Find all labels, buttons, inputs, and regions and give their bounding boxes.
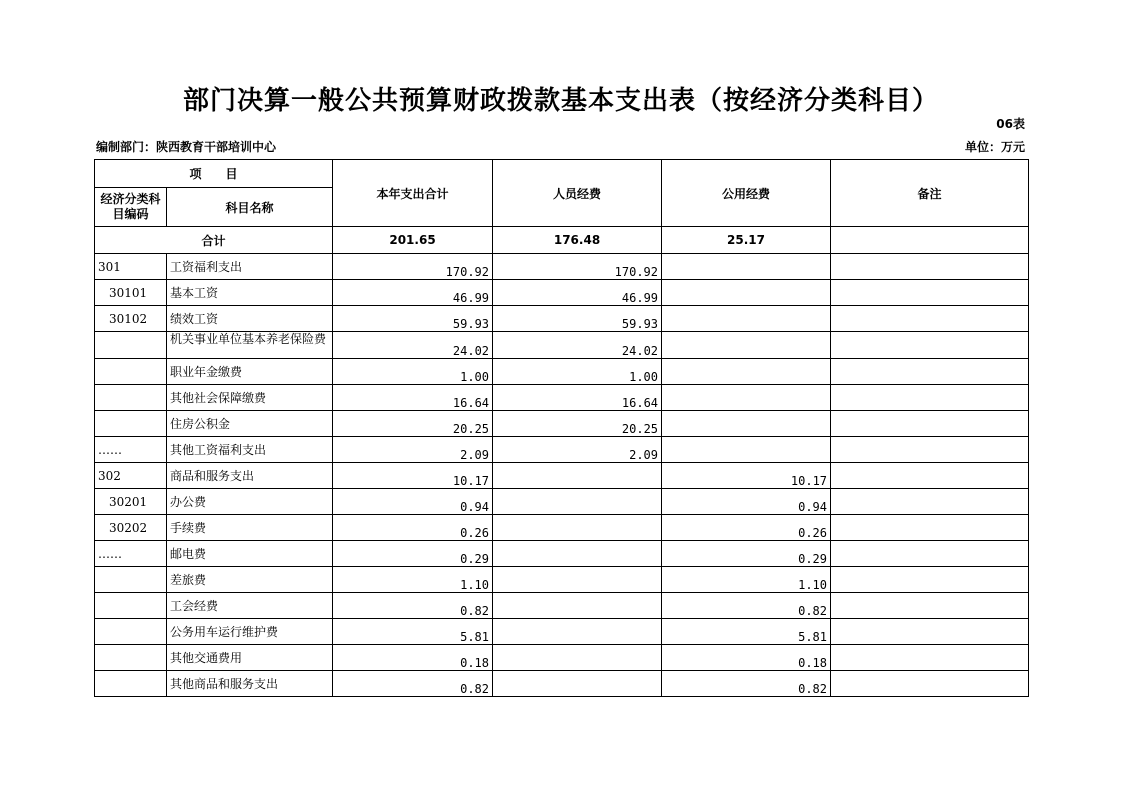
row-code-cell: 30202 — [95, 515, 167, 541]
row-public-cell: 0.82 — [662, 593, 831, 619]
row-remark-cell — [831, 645, 1029, 671]
row-public-cell: 1.10 — [662, 567, 831, 593]
table-row — [95, 645, 1029, 671]
row-code-cell: 30102 — [95, 306, 167, 332]
row-code-cell: 302 — [95, 463, 167, 489]
row-personnel-cell: 2.09 — [493, 437, 662, 463]
row-public-cell: 0.29 — [662, 541, 831, 567]
row-remark-cell — [831, 332, 1029, 359]
row-public-cell — [662, 254, 831, 280]
header-row-1 — [95, 160, 1029, 188]
row-name-cell: 职业年金缴费 — [167, 359, 333, 385]
row-name-cell: 差旅费 — [167, 567, 333, 593]
row-remark-cell — [831, 306, 1029, 332]
row-public-cell — [662, 385, 831, 411]
header-personnel: 人员经费 — [493, 160, 662, 227]
table-row — [95, 619, 1029, 645]
row-public-cell — [662, 332, 831, 359]
row-personnel-cell: 46.99 — [493, 280, 662, 306]
header-public: 公用经费 — [662, 160, 831, 227]
row-name-cell: 绩效工资 — [167, 306, 333, 332]
row-remark-cell — [831, 463, 1029, 489]
row-total-cell: 0.29 — [333, 541, 493, 567]
row-personnel-cell: 20.25 — [493, 411, 662, 437]
row-remark-cell — [831, 619, 1029, 645]
row-personnel-cell: 170.92 — [493, 254, 662, 280]
row-personnel-cell — [493, 619, 662, 645]
table-row — [95, 359, 1029, 385]
total-public: 25.17 — [662, 227, 831, 254]
row-remark-cell — [831, 385, 1029, 411]
table-row — [95, 280, 1029, 306]
table-row — [95, 254, 1029, 280]
row-name-cell: 其他工资福利支出 — [167, 437, 333, 463]
row-remark-cell — [831, 515, 1029, 541]
total-remark — [831, 227, 1029, 254]
row-name-cell: 机关事业单位基本养老保险费 — [167, 332, 333, 359]
row-code-cell — [95, 645, 167, 671]
row-personnel-cell: 59.93 — [493, 306, 662, 332]
row-total-cell: 24.02 — [333, 332, 493, 359]
row-remark-cell — [831, 411, 1029, 437]
row-code-cell: 30101 — [95, 280, 167, 306]
table-row — [95, 515, 1029, 541]
row-public-cell — [662, 411, 831, 437]
row-code-cell — [95, 411, 167, 437]
row-personnel-cell: 16.64 — [493, 385, 662, 411]
unit-label: 单位：万元 — [964, 140, 1025, 154]
row-code-cell: …… — [95, 437, 167, 463]
row-name-cell: 住房公积金 — [167, 411, 333, 437]
table-row — [95, 411, 1029, 437]
row-total-cell: 0.26 — [333, 515, 493, 541]
row-remark-cell — [831, 489, 1029, 515]
row-remark-cell — [831, 254, 1029, 280]
row-personnel-cell — [493, 463, 662, 489]
row-personnel-cell: 24.02 — [493, 332, 662, 359]
row-code-cell — [95, 332, 167, 359]
row-public-cell: 0.82 — [662, 671, 831, 697]
page-title: 部门决算一般公共预算财政拨款基本支出表（按经济分类科目） — [182, 86, 939, 116]
header-total: 本年支出合计 — [333, 160, 493, 227]
table-row — [95, 489, 1029, 515]
row-total-cell: 0.82 — [333, 671, 493, 697]
row-total-cell: 0.94 — [333, 489, 493, 515]
header-remark: 备注 — [831, 160, 1029, 227]
row-remark-cell — [831, 671, 1029, 697]
row-total-cell: 16.64 — [333, 385, 493, 411]
row-public-cell — [662, 306, 831, 332]
row-personnel-cell — [493, 567, 662, 593]
row-code-cell: 301 — [95, 254, 167, 280]
total-amount: 201.65 — [333, 227, 493, 254]
table-row — [95, 541, 1029, 567]
row-code-cell: 30201 — [95, 489, 167, 515]
table-number: 06表 — [996, 117, 1025, 131]
row-name-cell: 基本工资 — [167, 280, 333, 306]
row-personnel-cell — [493, 541, 662, 567]
row-name-cell: 商品和服务支出 — [167, 463, 333, 489]
row-total-cell: 1.10 — [333, 567, 493, 593]
header-item: 项 目 — [95, 160, 333, 188]
row-total-cell: 0.82 — [333, 593, 493, 619]
row-total-cell: 170.92 — [333, 254, 493, 280]
row-name-cell: 工资福利支出 — [167, 254, 333, 280]
row-personnel-cell — [493, 671, 662, 697]
row-total-cell: 59.93 — [333, 306, 493, 332]
row-total-cell: 46.99 — [333, 280, 493, 306]
row-code-cell — [95, 567, 167, 593]
row-code-cell — [95, 593, 167, 619]
header-name: 科目名称 — [167, 188, 333, 227]
row-code-cell — [95, 385, 167, 411]
row-public-cell — [662, 437, 831, 463]
budget-table — [94, 159, 1029, 697]
row-total-cell: 1.00 — [333, 359, 493, 385]
row-public-cell — [662, 359, 831, 385]
table-row — [95, 463, 1029, 489]
row-personnel-cell — [493, 489, 662, 515]
row-total-cell: 0.18 — [333, 645, 493, 671]
row-name-cell: 手续费 — [167, 515, 333, 541]
row-code-cell — [95, 671, 167, 697]
row-public-cell — [662, 280, 831, 306]
organization-label: 编制部门：陕西教育干部培训中心 — [96, 140, 277, 154]
row-name-cell: 办公费 — [167, 489, 333, 515]
row-total-cell: 5.81 — [333, 619, 493, 645]
row-remark-cell — [831, 541, 1029, 567]
row-personnel-cell: 1.00 — [493, 359, 662, 385]
row-personnel-cell — [493, 515, 662, 541]
total-label: 合计 — [95, 227, 333, 254]
row-name-cell: 其他交通费用 — [167, 645, 333, 671]
row-name-cell: 其他商品和服务支出 — [167, 671, 333, 697]
row-personnel-cell — [493, 593, 662, 619]
row-total-cell: 20.25 — [333, 411, 493, 437]
row-name-cell: 公务用车运行维护费 — [167, 619, 333, 645]
row-remark-cell — [831, 567, 1029, 593]
row-total-cell: 10.17 — [333, 463, 493, 489]
table-row — [95, 671, 1029, 697]
row-personnel-cell — [493, 645, 662, 671]
row-code-cell: …… — [95, 541, 167, 567]
table-row — [95, 593, 1029, 619]
row-remark-cell — [831, 280, 1029, 306]
total-personnel: 176.48 — [493, 227, 662, 254]
row-public-cell: 10.17 — [662, 463, 831, 489]
row-code-cell — [95, 619, 167, 645]
row-public-cell: 0.26 — [662, 515, 831, 541]
row-name-cell: 工会经费 — [167, 593, 333, 619]
table-row — [95, 306, 1029, 332]
header-code: 经济分类科目编码 — [95, 188, 167, 227]
row-public-cell: 0.18 — [662, 645, 831, 671]
table-row — [95, 437, 1029, 463]
row-name-cell: 邮电费 — [167, 541, 333, 567]
row-code-cell — [95, 359, 167, 385]
row-public-cell: 5.81 — [662, 619, 831, 645]
row-total-cell: 2.09 — [333, 437, 493, 463]
table-row — [95, 567, 1029, 593]
row-public-cell: 0.94 — [662, 489, 831, 515]
row-remark-cell — [831, 437, 1029, 463]
total-row — [95, 227, 1029, 254]
table-row — [95, 385, 1029, 411]
row-remark-cell — [831, 359, 1029, 385]
row-name-cell: 其他社会保障缴费 — [167, 385, 333, 411]
table-row — [95, 332, 1029, 359]
row-remark-cell — [831, 593, 1029, 619]
